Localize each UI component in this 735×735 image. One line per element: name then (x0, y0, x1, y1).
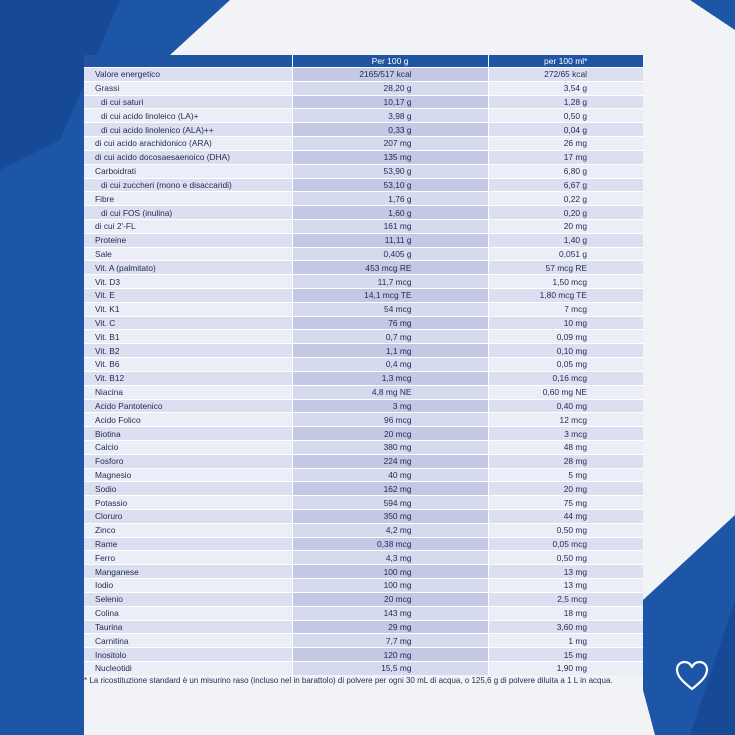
table-row (84, 275, 643, 289)
table-row (84, 261, 643, 275)
value-per-100g: 20 mcg (292, 427, 488, 441)
value-per-100ml: 1,40 g (488, 233, 643, 247)
table-row (84, 233, 643, 247)
table-row (84, 81, 643, 95)
header-per-100g: Per 100 g (292, 55, 488, 68)
table-row (84, 440, 643, 454)
nutrition-table-container (84, 55, 643, 675)
nutrient-name: Proteine (84, 233, 292, 247)
value-per-100ml: 48 mg (488, 440, 643, 454)
value-per-100ml: 0,16 mcg (488, 371, 643, 385)
table-row (84, 399, 643, 413)
nutrient-name: Vit. C (84, 316, 292, 330)
nutrient-name: Iodio (84, 579, 292, 593)
value-per-100ml: 20 mg (488, 219, 643, 233)
table-row (84, 634, 643, 648)
nutrient-name: Sodio (84, 482, 292, 496)
footnote: * La ricostituzione standard è un misurino raso (incluso nel in barattolo) di polvere per ogni 30 mL di acqua, o 125,6 g di polvere diluita a 1 L in acqua. (84, 676, 613, 685)
value-per-100ml: 18 mg (488, 606, 643, 620)
nutrient-name: di cui acido docosaesaenoico (DHA) (84, 150, 292, 164)
table-row (84, 385, 643, 399)
nutrient-name: Vit. E (84, 289, 292, 303)
value-per-100g: 0,38 mcg (292, 537, 488, 551)
value-per-100g: 0,33 g (292, 123, 488, 137)
value-per-100g: 0,405 g (292, 247, 488, 261)
table-row (84, 289, 643, 303)
value-per-100ml: 0,05 mg (488, 358, 643, 372)
table-row (84, 551, 643, 565)
value-per-100ml: 20 mg (488, 482, 643, 496)
value-per-100g: 7,7 mg (292, 634, 488, 648)
value-per-100g: 0,4 mg (292, 358, 488, 372)
header-per-100ml: per 100 ml* (488, 55, 643, 68)
nutrient-name: Ferro (84, 551, 292, 565)
value-per-100ml: 0,20 g (488, 206, 643, 220)
table-row (84, 178, 643, 192)
nutrient-name: di cui zuccheri (mono e disaccaridi) (84, 178, 292, 192)
nutrient-name: Inositolo (84, 648, 292, 662)
value-per-100g: 2165/517 kcal (292, 68, 488, 82)
table-row (84, 620, 643, 634)
table-row (84, 523, 643, 537)
table-row (84, 206, 643, 220)
heart-outline-icon (674, 658, 710, 694)
nutrient-name: Nucleotidi (84, 661, 292, 674)
value-per-100g: 11,7 mcg (292, 275, 488, 289)
table-row (84, 68, 643, 82)
nutrient-name: Niacina (84, 385, 292, 399)
value-per-100ml: 1,50 mcg (488, 275, 643, 289)
value-per-100g: 4,2 mg (292, 523, 488, 537)
table-row (84, 192, 643, 206)
value-per-100g: 4,3 mg (292, 551, 488, 565)
value-per-100g: 224 mg (292, 454, 488, 468)
nutrient-name: Vit. B1 (84, 330, 292, 344)
nutrient-name: di cui acido linoleico (LA)+ (84, 109, 292, 123)
table-row (84, 454, 643, 468)
nutrient-name: Acido Pantotenico (84, 399, 292, 413)
value-per-100ml: 44 mg (488, 510, 643, 524)
value-per-100g: 1,60 g (292, 206, 488, 220)
table-row (84, 537, 643, 551)
table-row (84, 371, 643, 385)
value-per-100ml: 7 mcg (488, 302, 643, 316)
nutrient-name: Potassio (84, 496, 292, 510)
nutrient-name: Fibre (84, 192, 292, 206)
nutrient-name: Zinco (84, 523, 292, 537)
nutrient-name: Manganese (84, 565, 292, 579)
value-per-100g: 28,20 g (292, 81, 488, 95)
value-per-100g: 14,1 mcg TE (292, 289, 488, 303)
value-per-100g: 143 mg (292, 606, 488, 620)
table-row (84, 648, 643, 662)
table-row (84, 661, 643, 674)
nutrient-name: di cui FOS (inulina) (84, 206, 292, 220)
table-row (84, 579, 643, 593)
nutrient-name: Magnesio (84, 468, 292, 482)
value-per-100ml: 0,22 g (488, 192, 643, 206)
table-row (84, 164, 643, 178)
value-per-100g: 0,7 mg (292, 330, 488, 344)
table-row (84, 247, 643, 261)
value-per-100g: 53,90 g (292, 164, 488, 178)
nutrient-name: Grassi (84, 81, 292, 95)
nutrient-name: di cui saturi (84, 95, 292, 109)
value-per-100g: 29 mg (292, 620, 488, 634)
value-per-100g: 1,76 g (292, 192, 488, 206)
table-row (84, 468, 643, 482)
table-row (84, 413, 643, 427)
table-row (84, 510, 643, 524)
header-nutrient (84, 55, 292, 68)
nutrition-table (84, 55, 643, 675)
nutrient-name: Rame (84, 537, 292, 551)
table-row (84, 592, 643, 606)
value-per-100ml: 28 mg (488, 454, 643, 468)
value-per-100ml: 6,67 g (488, 178, 643, 192)
table-row (84, 427, 643, 441)
nutrient-name: di cui 2'-FL (84, 219, 292, 233)
value-per-100ml: 272/65 kcal (488, 68, 643, 82)
table-row (84, 302, 643, 316)
table-row (84, 358, 643, 372)
value-per-100g: 1,1 mg (292, 344, 488, 358)
value-per-100g: 11,11 g (292, 233, 488, 247)
table-row (84, 606, 643, 620)
nutrient-name: Colina (84, 606, 292, 620)
value-per-100ml: 0,60 mg NE (488, 385, 643, 399)
value-per-100ml: 0,40 mg (488, 399, 643, 413)
value-per-100ml: 12 mcg (488, 413, 643, 427)
table-row (84, 95, 643, 109)
value-per-100g: 4,8 mg NE (292, 385, 488, 399)
value-per-100g: 594 mg (292, 496, 488, 510)
nutrient-name: di cui acido linolenico (ALA)++ (84, 123, 292, 137)
nutrient-name: di cui acido arachidonico (ARA) (84, 137, 292, 151)
nutrient-name: Biotina (84, 427, 292, 441)
value-per-100g: 3,98 g (292, 109, 488, 123)
nutrient-name: Cloruro (84, 510, 292, 524)
nutrient-name: Vit. B6 (84, 358, 292, 372)
nutrient-name: Carboidrati (84, 164, 292, 178)
value-per-100ml: 5 mg (488, 468, 643, 482)
value-per-100g: 20 mcg (292, 592, 488, 606)
table-row (84, 344, 643, 358)
value-per-100g: 162 mg (292, 482, 488, 496)
value-per-100ml: 1,90 mg (488, 661, 643, 674)
table-row (84, 330, 643, 344)
value-per-100g: 1,3 mcg (292, 371, 488, 385)
value-per-100g: 350 mg (292, 510, 488, 524)
value-per-100ml: 2,5 mcg (488, 592, 643, 606)
value-per-100ml: 15 mg (488, 648, 643, 662)
value-per-100g: 3 mg (292, 399, 488, 413)
value-per-100ml: 0,09 mg (488, 330, 643, 344)
value-per-100ml: 1,80 mcg TE (488, 289, 643, 303)
table-row (84, 316, 643, 330)
value-per-100g: 135 mg (292, 150, 488, 164)
value-per-100ml: 3 mcg (488, 427, 643, 441)
value-per-100g: 161 mg (292, 219, 488, 233)
table-row (84, 219, 643, 233)
value-per-100g: 207 mg (292, 137, 488, 151)
value-per-100ml: 26 mg (488, 137, 643, 151)
value-per-100ml: 17 mg (488, 150, 643, 164)
table-row (84, 565, 643, 579)
value-per-100g: 10,17 g (292, 95, 488, 109)
value-per-100g: 100 mg (292, 579, 488, 593)
value-per-100ml: 57 mcg RE (488, 261, 643, 275)
value-per-100g: 76 mg (292, 316, 488, 330)
table-body (84, 68, 643, 675)
nutrient-name: Carnitina (84, 634, 292, 648)
nutrient-name: Fosforo (84, 454, 292, 468)
nutrient-name: Taurina (84, 620, 292, 634)
value-per-100g: 54 mcg (292, 302, 488, 316)
value-per-100g: 15,5 mg (292, 661, 488, 674)
value-per-100g: 380 mg (292, 440, 488, 454)
table-row (84, 109, 643, 123)
value-per-100g: 40 mg (292, 468, 488, 482)
nutrient-name: Vit. D3 (84, 275, 292, 289)
table-row (84, 482, 643, 496)
value-per-100ml: 13 mg (488, 579, 643, 593)
value-per-100ml: 13 mg (488, 565, 643, 579)
value-per-100ml: 1 mg (488, 634, 643, 648)
value-per-100ml: 0,50 mg (488, 523, 643, 537)
table-row (84, 123, 643, 137)
value-per-100ml: 0,051 g (488, 247, 643, 261)
value-per-100g: 53,10 g (292, 178, 488, 192)
value-per-100ml: 3,60 mg (488, 620, 643, 634)
nutrient-name: Vit. A (palmitato) (84, 261, 292, 275)
value-per-100g: 453 mcg RE (292, 261, 488, 275)
value-per-100ml: 3,54 g (488, 81, 643, 95)
nutrient-name: Acido Folico (84, 413, 292, 427)
value-per-100ml: 0,50 g (488, 109, 643, 123)
nutrient-name: Calcio (84, 440, 292, 454)
nutrient-name: Selenio (84, 592, 292, 606)
nutrient-name: Vit. B2 (84, 344, 292, 358)
nutrient-name: Vit. K1 (84, 302, 292, 316)
value-per-100ml: 0,04 g (488, 123, 643, 137)
nutrient-name: Valore energetico (84, 68, 292, 82)
value-per-100ml: 6,80 g (488, 164, 643, 178)
value-per-100ml: 1,28 g (488, 95, 643, 109)
nutrient-name: Vit. B12 (84, 371, 292, 385)
value-per-100ml: 75 mg (488, 496, 643, 510)
value-per-100ml: 0,10 mg (488, 344, 643, 358)
nutrient-name: Sale (84, 247, 292, 261)
value-per-100ml: 0,50 mg (488, 551, 643, 565)
value-per-100g: 120 mg (292, 648, 488, 662)
value-per-100ml: 0,05 mcg (488, 537, 643, 551)
table-row (84, 150, 643, 164)
table-row (84, 137, 643, 151)
table-row (84, 496, 643, 510)
value-per-100g: 96 mcg (292, 413, 488, 427)
table-header-row (84, 55, 643, 68)
value-per-100g: 100 mg (292, 565, 488, 579)
value-per-100ml: 10 mg (488, 316, 643, 330)
